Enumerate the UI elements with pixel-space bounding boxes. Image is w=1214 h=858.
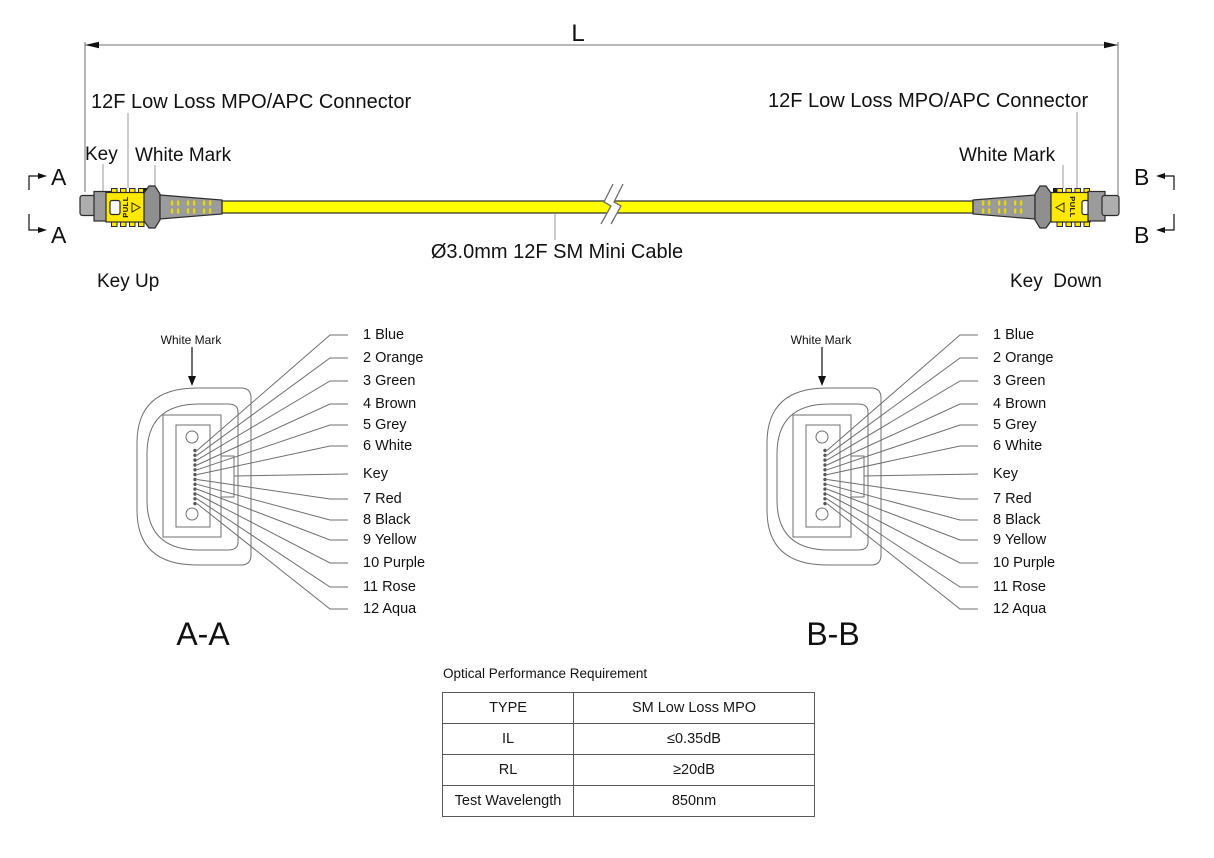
- fiber-label: 7 Red: [363, 491, 402, 507]
- fiber-label: 2 Orange: [363, 350, 424, 366]
- key-label: Key: [993, 466, 1018, 482]
- section-a-top-arrow-icon: [38, 173, 47, 179]
- right-boot: [973, 195, 1035, 219]
- key-label: Key: [363, 466, 388, 482]
- length-label: L: [571, 20, 585, 47]
- right-flare-collar: [1035, 186, 1051, 228]
- row-label: IL: [443, 724, 574, 755]
- section-b-bottom-letter: B: [1134, 222, 1150, 248]
- fiber-label: 11 Rose: [993, 579, 1046, 595]
- fiber-label: 6 White: [993, 438, 1043, 454]
- section-b-top-letter: B: [1134, 164, 1150, 190]
- right-ferrule: [1102, 196, 1119, 216]
- fiber-label: 12 Aqua: [363, 601, 417, 617]
- fiber-label: 3 Green: [993, 373, 1046, 389]
- row-value: 850nm: [574, 786, 815, 817]
- fiber-label: 1 Blue: [993, 327, 1035, 343]
- row-label: TYPE: [443, 693, 574, 724]
- fiber-label: 10 Purple: [993, 555, 1056, 571]
- right-connector-title: 12F Low Loss MPO/APC Connector: [768, 90, 1089, 112]
- section-view-a: [137, 327, 425, 652]
- dimension-arrow-left-icon: [85, 42, 99, 48]
- section-a-top-letter: A: [51, 164, 67, 190]
- left-boot: [160, 195, 222, 219]
- section-b-face: [767, 335, 978, 609]
- section-a-face: [137, 335, 348, 609]
- fiber-label: 1 Blue: [363, 327, 405, 343]
- cable-jacket: [222, 201, 973, 213]
- fiber-label: 6 White: [363, 438, 413, 454]
- section-a-fiber-labels: [363, 327, 425, 617]
- row-label: Test Wavelength: [443, 786, 574, 817]
- spec-table-title: Optical Performance Requirement: [443, 666, 648, 681]
- cable-label: Ø3.0mm 12F SM Mini Cable: [430, 241, 684, 263]
- row-label: RL: [443, 755, 574, 786]
- fiber-label: 11 Rose: [363, 579, 416, 595]
- row-value: ≥20dB: [574, 755, 815, 786]
- left-flare-collar: [144, 186, 160, 228]
- section-a-white-mark-label: White Mark: [160, 333, 222, 347]
- left-orientation-label: Key Up: [97, 271, 160, 292]
- section-view-b: [767, 327, 1055, 652]
- fiber-label: 2 Orange: [993, 350, 1054, 366]
- section-a-title: A-A: [176, 616, 230, 652]
- spec-table: [442, 692, 815, 817]
- left-white-mark-label: White Mark: [135, 145, 232, 166]
- fiber-label: 7 Red: [993, 491, 1032, 507]
- left-connector-title: 12F Low Loss MPO/APC Connector: [91, 91, 412, 113]
- row-value: ≤0.35dB: [574, 724, 815, 755]
- left-pull-label: PULL: [120, 196, 130, 218]
- fiber-label: 9 Yellow: [363, 532, 417, 548]
- row-value: SM Low Loss MPO: [574, 693, 815, 724]
- fiber-label: 10 Purple: [363, 555, 426, 571]
- right-white-mark-label: White Mark: [959, 145, 1056, 166]
- right-orientation-label: Key Down: [1010, 271, 1102, 292]
- right-connector: [973, 186, 1119, 292]
- section-b-title: B-B: [806, 616, 860, 652]
- fiber-label: 8 Black: [363, 512, 411, 528]
- section-a-bottom-arrow-icon: [38, 227, 47, 233]
- fiber-label: 12 Aqua: [993, 601, 1047, 617]
- right-pull-label: PULL: [1068, 196, 1078, 218]
- left-callouts: [85, 91, 411, 204]
- left-housing-window: [110, 201, 120, 215]
- cable: [222, 184, 973, 263]
- table-row: [443, 724, 815, 755]
- section-a-bottom-letter: A: [51, 222, 67, 248]
- fiber-label: 3 Green: [363, 373, 416, 389]
- dimension-arrow-right-icon: [1104, 42, 1118, 48]
- section-b-top-arrow-icon: [1156, 173, 1165, 179]
- right-callouts: [768, 90, 1088, 188]
- table-row: [443, 693, 815, 724]
- section-b-white-mark-label: White Mark: [790, 333, 852, 347]
- fiber-label: 4 Brown: [993, 396, 1047, 412]
- section-b-fiber-labels: [993, 327, 1055, 617]
- fiber-label: 4 Brown: [363, 396, 417, 412]
- section-marker-a: [29, 164, 67, 248]
- fiber-label: 5 Grey: [363, 417, 407, 433]
- left-connector: [80, 186, 222, 292]
- fiber-label: 8 Black: [993, 512, 1041, 528]
- table-row: [443, 755, 815, 786]
- left-key-label: Key: [85, 144, 118, 165]
- fiber-label: 9 Yellow: [993, 532, 1047, 548]
- table-row: [443, 786, 815, 817]
- section-b-bottom-arrow-icon: [1156, 227, 1165, 233]
- section-marker-b: [1134, 164, 1174, 248]
- fiber-label: 5 Grey: [993, 417, 1037, 433]
